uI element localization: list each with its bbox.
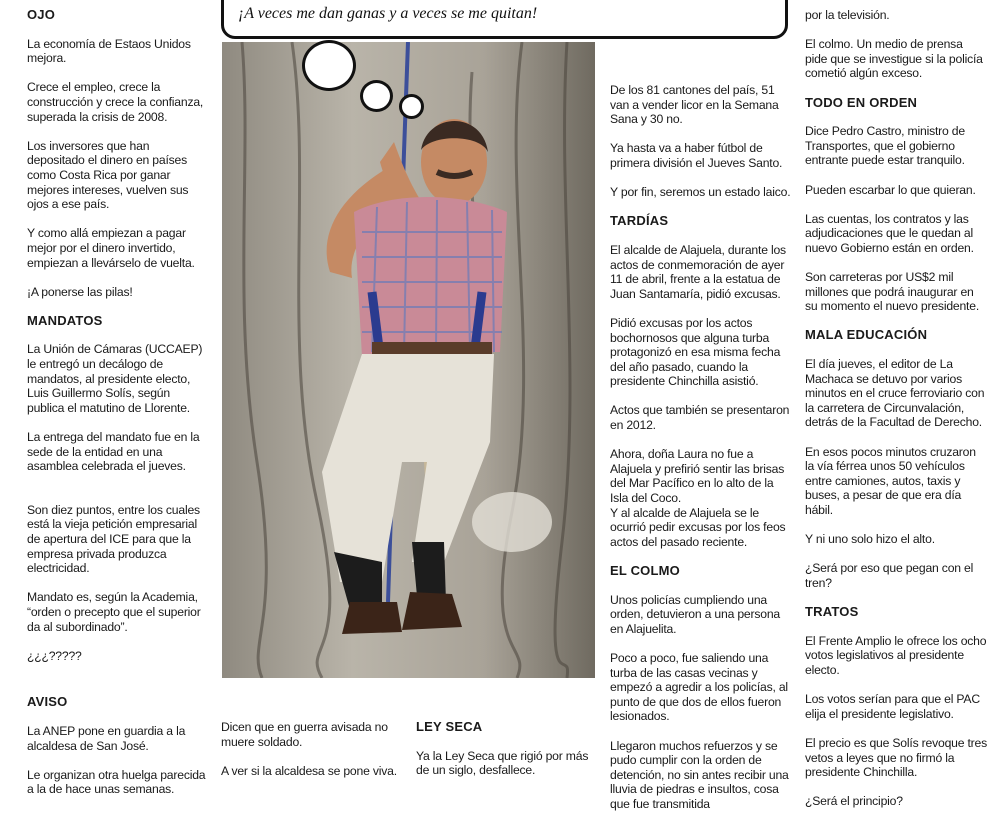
section-heading-aviso: AVISO <box>27 694 68 710</box>
section-heading-tratos: TRATOS <box>805 604 859 620</box>
paragraph: Le organizan otra huelga parecida a la de hace unas semanas. <box>27 767 206 797</box>
paragraph: Mandato es, según la Academia, “orden o precepto que el superior da al subordinado”. <box>27 590 201 634</box>
section-heading-el-colmo: EL COLMO <box>610 563 680 578</box>
thought-circle-small <box>399 94 424 119</box>
paragraph: El alcalde de Alajuela, durante los actos de conmemoración de ayer 11 de abril, frente a la estatua de Juan Santamaría, pidió excusas. <box>610 242 786 301</box>
paragraph: La ANEP pone en guardia a la alcaldesa de San José. <box>27 723 186 753</box>
paragraph: ¡A ponerse las pilas! <box>27 284 133 299</box>
quote-text: ¡A veces me dan ganas y a veces se me quitan! <box>238 5 538 22</box>
paragraph: Y como allá empiezan a pagar mejor por el dinero invertido, empiezan a llevárselo de vuelta. <box>27 226 195 270</box>
paragraph: La economía de Estaos Unidos mejora. <box>27 36 191 66</box>
section-heading-tardias: TARDÍAS <box>610 213 669 229</box>
paragraph: Ya la Ley Seca que rigió por más de un siglo, desfallece. <box>416 748 589 778</box>
section-heading-ojo: OJO <box>27 7 56 22</box>
paragraph: Poco a poco, fue saliendo una turba de las casas vecinas y empezó a agredir a los policías, al punto de que dos de ellos fueron lesionados. <box>610 650 788 724</box>
paragraph: ¿Será por eso que pegan con el tren? <box>805 561 974 590</box>
thought-circle-medium <box>360 80 393 112</box>
paragraph: A ver si la alcaldesa se pone viva. <box>221 763 397 778</box>
paragraph: El día jueves, el editor de La Machaca se detuvo por varios minutos en el cruce ferroviario con la carretera de Circunvalación, detrás de la Facultad de Derecho. <box>805 357 985 430</box>
paragraph: Ya hasta va a haber fútbol de primera división el Jueves Santo. <box>610 141 783 170</box>
column-3-bottom <box>416 720 598 792</box>
paragraph: Pueden escarbar lo que quieran. <box>805 182 976 197</box>
paragraph: por la televisión. <box>805 8 890 22</box>
paragraph: Pidió excusas por los actos bochornosos que alguna turba protagonizó en esa misma fecha del año pasado, cuando la presidente Chinchilla asistió. <box>610 315 781 389</box>
paragraph: La Unión de Cámaras (UCCAEP) le entregó un decálogo de mandatos, al presidente electo, Luis Guillermo Solís, según publica el matutino de Llorente. <box>27 342 203 415</box>
paragraph: El Frente Amplio le ofrece los ocho votos legislativos al presidente electo. <box>805 633 987 677</box>
paragraph: El colmo. Un medio de prensa pide que se investigue si la policía cometió algún exceso. <box>805 37 983 81</box>
column-5 <box>805 8 987 823</box>
paragraph: Y al alcalde de Alajuela se le ocurrió pedir excusas por los feos actos del pasado reciente. <box>610 505 786 549</box>
paragraph: Crece el empleo, crece la construcción y crece la confianza, superada la crisis de 2008. <box>27 80 204 124</box>
paragraph: Unos policías cumpliendo una orden, detuvieron a una persona en Alajuelita. <box>610 592 780 636</box>
paragraph: La entrega del mandato fue en la sede de la entidad en una asamblea celebrada el jueves. <box>27 430 200 474</box>
column-2-bottom <box>221 720 403 793</box>
thought-circle-large <box>302 40 356 91</box>
rope-climber-photo <box>222 42 595 678</box>
paragraph: Llegaron muchos refuerzos y se pudo cumplir con la orden de detención, no sin antes recibir una lluvia de piedras e insultos, cosa que fue transmitida <box>610 738 789 811</box>
section-heading-ley-seca: LEY SECA <box>416 719 483 734</box>
paragraph: Dice Pedro Castro, ministro de Transportes, que el gobierno entrante puede estar tranquilo. <box>805 124 965 168</box>
paragraph: Dicen que en guerra avisada no muere soldado. <box>221 720 388 749</box>
paragraph: En esos pocos minutos cruzaron la vía férrea unos 50 vehículos entre camiones, autos, taxis y buses, a pesar de que era día hábil. <box>805 444 976 517</box>
paragraph: De los 81 cantones del país, 51 van a vender licor en la Semana Sana y 30 no. <box>610 83 779 127</box>
column-4 <box>610 83 791 826</box>
paragraph: Y por fin, seremos un estado laico. <box>610 185 791 200</box>
paragraph: El precio es que Solís revoque tres vetos a leyes que no firmó la presidente Chinchilla. <box>805 735 988 780</box>
paragraph: ¿¿¿????? <box>27 648 82 663</box>
section-heading-todo-en-orden: TODO EN ORDEN <box>805 94 918 110</box>
paragraph: Actos que también se presentaron en 2012. <box>610 403 790 433</box>
paragraph: Las cuentas, los contratos y las adjudicaciones que le quedan al nuevo Gobierno están en orden. <box>805 211 974 255</box>
column-1 <box>27 8 209 812</box>
photo-illustration <box>222 42 595 678</box>
paragraph: Ahora, doña Laura no fue a Alajuela y prefirió sentir las brisas del Mar Pacífico en lo alto de la Isla del Coco. <box>610 447 785 506</box>
speech-bubble <box>221 0 788 39</box>
paragraph: Son carreteras por US$2 mil millones que podrá inaugurar en su momento el nuevo presidente. <box>805 270 980 314</box>
paragraph: Son diez puntos, entre los cuales está la vieja petición empresarial de apertura del ICE para que la empresa privada produzca electricidad. <box>27 502 200 576</box>
paragraph: ¿Será el principio? <box>805 794 903 809</box>
paragraph: Los inversores que han depositado el dinero en países como Costa Rica por ganar mejores intereses, vuelven sus ojos a ese país. <box>27 138 189 212</box>
section-heading-mandatos: MANDATOS <box>27 312 103 328</box>
paragraph: Los votos serían para que el PAC elija el presidente legislativo. <box>805 692 980 721</box>
section-heading-mala-educacion: MALA EDUCACIÓN <box>805 327 928 343</box>
paragraph: Y ni uno solo hizo el alto. <box>805 532 935 547</box>
